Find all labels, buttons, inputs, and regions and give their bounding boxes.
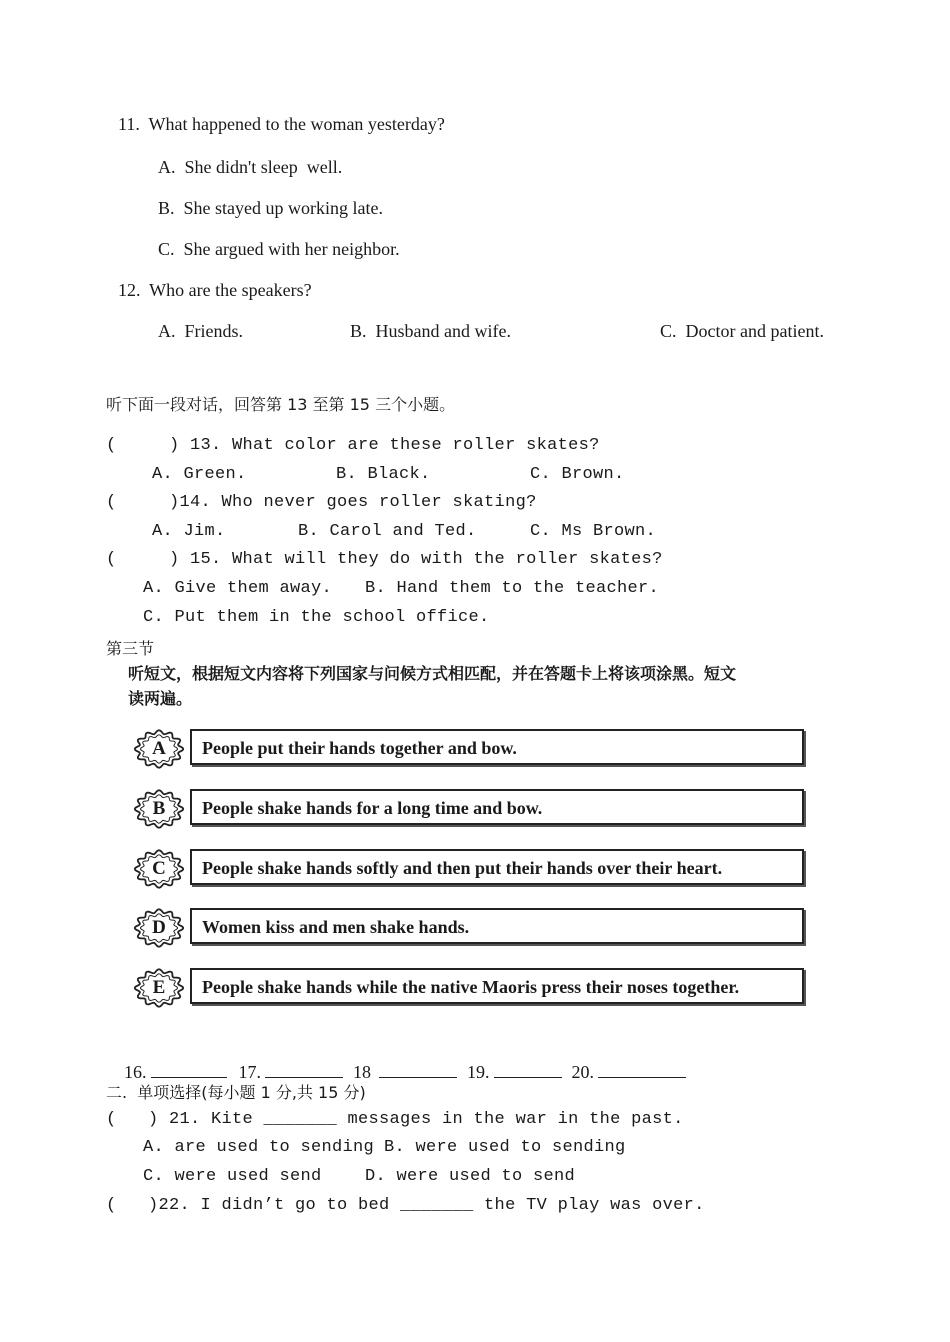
answer-blank-20[interactable] [598, 1061, 686, 1078]
q21-option-b: B. were used to sending [384, 1138, 626, 1157]
badge-b [130, 786, 188, 832]
q15-option-c: C. Put them in the school office. [143, 608, 490, 627]
q15-question: ( ) 15. What will they do with the roller skates? [106, 550, 663, 569]
q11-option-a: A. She didn't sleep well. [158, 157, 343, 177]
part2-heading: 二. 单项选择(每小题 1 分,共 15 分) [106, 1083, 366, 1102]
q14-option-a: A. Jim. [152, 522, 226, 541]
option-letter: C [152, 858, 166, 879]
q11-option-c: C. She argued with her neighbor. [158, 239, 400, 259]
dialogue-instruction: 听下面一段对话，回答第 13 至第 15 三个小题。 [106, 395, 456, 414]
q21-question: ( ) 21. Kite _______ messages in the war in the past. [106, 1110, 684, 1129]
q12-option-c: C. Doctor and patient. [660, 321, 824, 341]
q11-option-b: B. She stayed up working late. [158, 198, 383, 218]
q12-question: 12. Who are the speakers? [118, 280, 312, 300]
option-text: People shake hands while the native Maoris press their noses together. [202, 977, 740, 997]
section3-instruction-line2: 读两遍。 [128, 689, 193, 708]
q12-option-b: B. Husband and wife. [350, 321, 511, 341]
option-letter: E [152, 977, 166, 998]
option-text: People shake hands for a long time and bow. [202, 798, 543, 818]
matching-option [130, 905, 810, 951]
answer-blank-19[interactable] [494, 1061, 562, 1078]
answer-blanks [115, 1040, 686, 1083]
option-box [190, 789, 804, 825]
q21-option-a: A. are used to sending [143, 1138, 375, 1157]
q14-question: ( )14. Who never goes roller skating? [106, 493, 537, 512]
q21-option-c: C. were used send [143, 1167, 322, 1186]
answer-blank-17[interactable] [265, 1061, 343, 1078]
matching-option [130, 965, 810, 1011]
q15-option-a: A. Give them away. [143, 579, 333, 598]
badge-e [130, 965, 188, 1011]
badge-c [130, 846, 188, 892]
option-letter: A [152, 738, 166, 759]
q12-option-a: A. Friends. [158, 321, 243, 341]
q13-option-c: C. Brown. [530, 465, 625, 484]
option-box [190, 849, 804, 885]
answer-blank-label: 18 [353, 1062, 371, 1082]
option-text: Women kiss and men shake hands. [202, 917, 470, 937]
q14-option-b: B. Carol and Ted. [298, 522, 477, 541]
badge-a [130, 726, 188, 772]
answer-blank-label: 16. [124, 1062, 147, 1082]
q13-question: ( ) 13. What color are these roller skates? [106, 436, 600, 455]
matching-option [130, 786, 810, 832]
option-text: People shake hands softly and then put their hands over their heart. [202, 858, 723, 878]
q14-option-c: C. Ms Brown. [530, 522, 657, 541]
matching-option [130, 846, 810, 892]
answer-blank-label: 19. [467, 1062, 490, 1082]
option-box [190, 968, 804, 1004]
section3-title: 第三节 [106, 639, 155, 658]
option-letter: B [152, 798, 166, 819]
matching-option [130, 726, 810, 772]
q22-question: ( )22. I didn’t go to bed _______ the TV play was over. [106, 1196, 705, 1215]
q13-option-b: B. Black. [336, 465, 431, 484]
q13-option-a: A. Green. [152, 465, 247, 484]
q21-option-d: D. were used to send [365, 1167, 576, 1186]
option-letter: D [152, 917, 166, 938]
answer-blank-label: 20. [571, 1062, 594, 1082]
q11-question: 11. What happened to the woman yesterday? [118, 114, 445, 134]
answer-blank-label: 17. [238, 1062, 261, 1082]
answer-blank-18[interactable] [379, 1061, 457, 1078]
q15-option-b: B. Hand them to the teacher. [365, 579, 660, 598]
option-box [190, 908, 804, 944]
option-box [190, 729, 804, 765]
section3-instruction-line1: 听短文，根据短文内容将下列国家与问候方式相匹配，并在答题卡上将该项涂黑。短文 [128, 664, 737, 683]
answer-blank-16[interactable] [151, 1061, 227, 1078]
badge-d [130, 905, 188, 951]
option-text: People put their hands together and bow. [202, 738, 517, 758]
